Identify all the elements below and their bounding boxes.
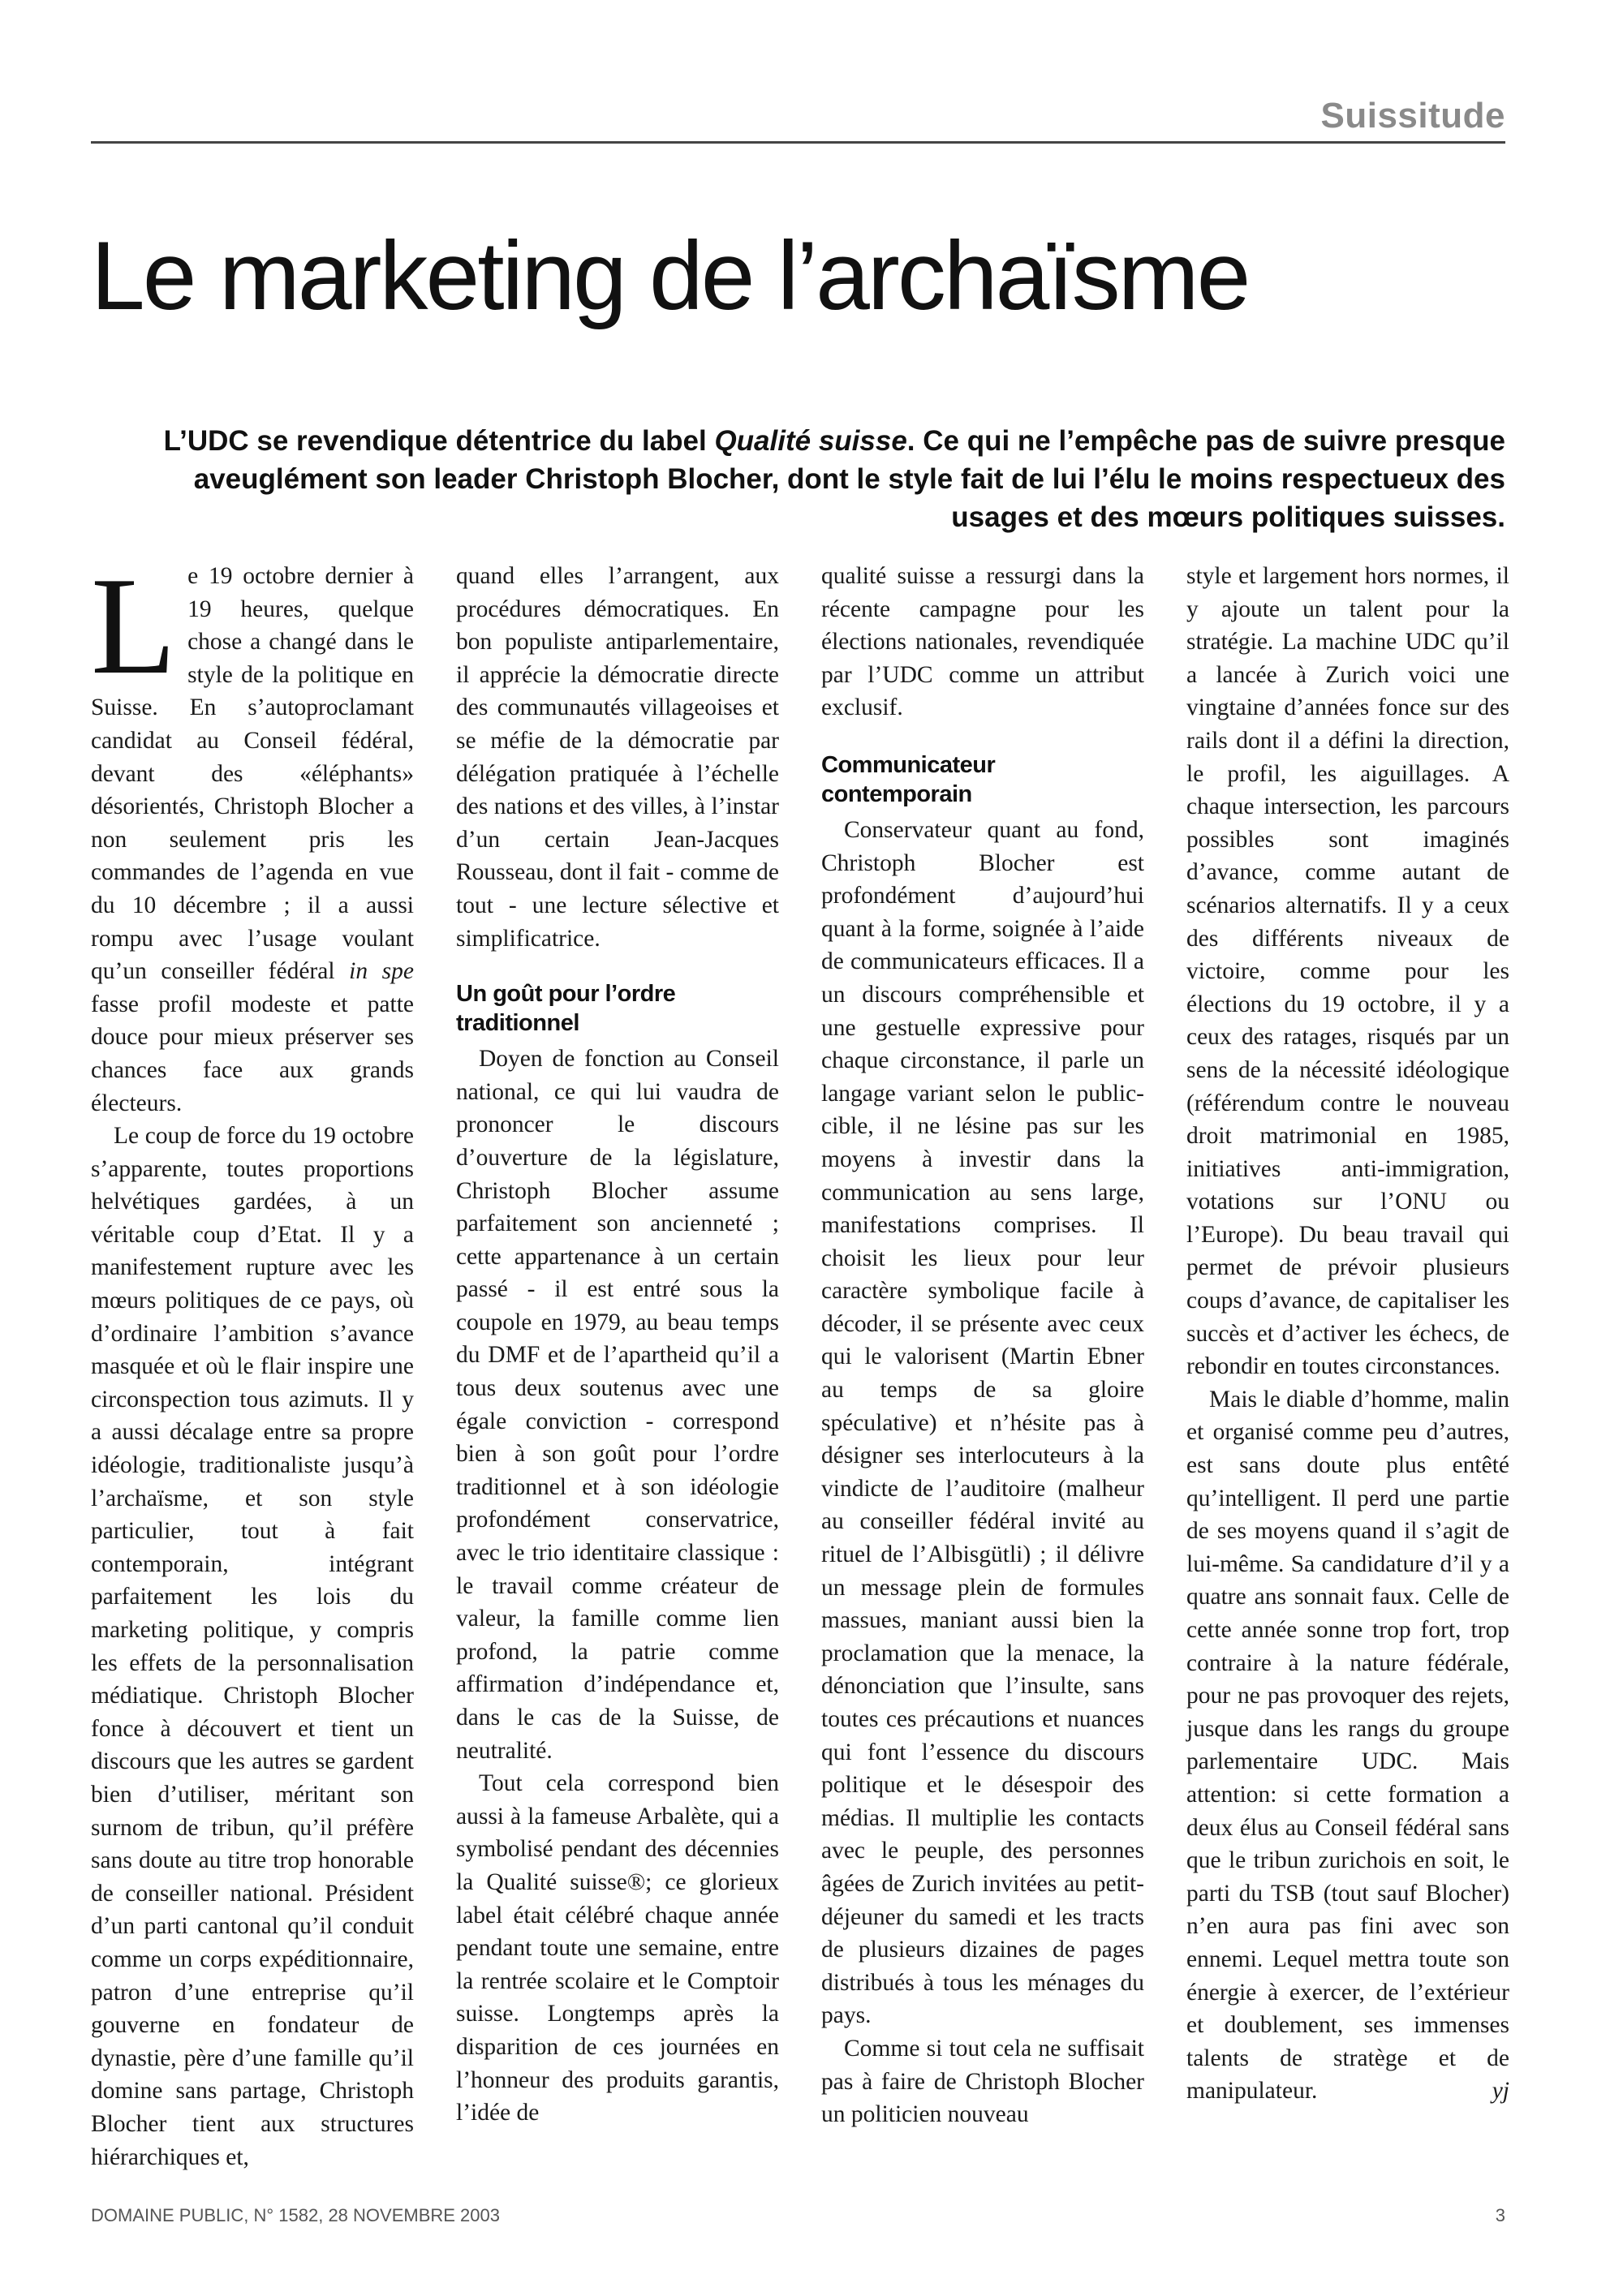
lead-text-end: . Ce qui ne l’empêche pas de suivre presque aveuglément son leader Christoph Blocher, dont le style fait de lui l’élu le moins respectueux des usages et des mœurs politiques suisses. bbox=[193, 425, 1505, 533]
publication-info: DOMAINE PUBLIC, N° 1582, 28 NOVEMBRE 2003 bbox=[91, 2205, 500, 2225]
paragraph-text: fasse profil modeste et patte douce pour mieux préserver ses chances face aux grands électeurs. bbox=[91, 991, 414, 1116]
paragraph-text: e 19 octobre dernier à 19 heures, quelque chose a changé dans le style de la politique en Suisse. En s’autoproclamant candidat au Conseil fédéral, devant des «éléphants» désorientés, Christoph Blocher a non seulement pris les commandes de l’agenda en vue du 10 décembre ; il a aussi rompu avec l’usage voulant qu’un conseiller fédéral bbox=[91, 563, 414, 985]
column-4 bbox=[1186, 560, 1509, 2173]
header-rule bbox=[91, 141, 1505, 144]
drop-cap: L bbox=[91, 549, 177, 703]
article-body bbox=[91, 549, 1509, 2173]
section-rubric: Suissitude bbox=[1320, 96, 1505, 135]
article-title: Le marketing de l’archaïsme bbox=[91, 221, 1249, 330]
article-lead bbox=[162, 422, 1505, 536]
lead-label-italic: Qualité suisse bbox=[714, 425, 907, 457]
paragraph bbox=[1186, 1383, 1509, 2108]
page-footer bbox=[91, 2205, 1505, 2226]
column-3 bbox=[821, 560, 1144, 2173]
lead-text-start: L’UDC se revendique détentrice du label bbox=[163, 425, 715, 457]
column-2 bbox=[456, 560, 779, 2173]
author-signature: yj bbox=[1492, 2078, 1509, 2105]
paragraph: Conservateur quant au fond, Christoph Blocher est profondément d’aujourd’hui quant à la forme, soignée à l’aide de communicateurs efficaces. Il a un discours compréhensible et une gestuelle expressive pour chaque circonstance, il parle un langage variant selon le public-cible, il ne lésine pas sur les moyens à investir dans la communication au sens large, manifestations comprises. Il choisit les lieux pour leur caractère symbolique facile à décoder, il se présente avec ceux qui le valorisent (Martin Ebner au temps de sa gloire spéculative) et n’hésite pas à désigner ses interlocuteurs à la vindicte de l’auditoire (malheur au conseiller fédéral invité au rituel de l’Albisgütli) ; il délivre un message plein de formules massues, maniant aussi bien la proclamation que la menace, la dénonciation que l’insulte, sans toutes ces précautions et nuances qui font l’essence du discours politique et le désespoir des médias. Il multiplie les contacts avec le peuple, des personnes âgées de Zurich invitées au petit-déjeuner du samedi et les tracts de plusieurs dizaines de pages distribués à tous les ménages du pays. bbox=[821, 816, 1144, 2029]
paragraph: style et largement hors normes, il y ajoute un talent pour la stratégie. La machine UDC qu’il a lancée à Zurich voici une vingtaine d’années fonce sur des rails dont il a défini la direction, le profil, les aiguillages. A chaque intersection, les parcours possibles sont imaginés d’avance, comme autant de scénarios alternatifs. Il y a ceux des différents niveaux de victoire, comme pour les élections du 19 octobre, il y a ceux des ratages, risqués par un sens de la nécessité idéologique (référendum contre le nouveau droit matrimonial en 1985, initiatives anti-immigration, votations sur l’ONU ou l’Europe). Du beau travail qui permet de prévoir plusieurs coups d’avance, de capitaliser les succès et d’activer les échecs, de rebondir en toutes circonstances. bbox=[1186, 563, 1509, 1380]
paragraph: Doyen de fonction au Conseil national, ce qui lui vaudra de prononcer le discours d’ouverture de la législature, Christoph Blocher assume parfaitement son ancienneté ; cette appartenance à un certain passé - il est entré sous la coupole en 1979, au beau temps du DMF et de l’apartheid qu’il a tous deux soutenus avec une égale conviction - correspond bien à son goût pour l’ordre traditionnel et à son idéologie profondément conservatrice, avec le trio identitaire classique : le travail comme créateur de valeur, la famille comme lien profond, la patrie comme affirmation d’indépendance et, dans le cas de la Suisse, de neutralité. bbox=[456, 1046, 779, 1764]
column-1 bbox=[91, 549, 414, 2173]
paragraph: qualité suisse a ressurgi dans la récente campagne pour les élections nationales, revendiquée par l’UDC comme un attribut exclusif. bbox=[821, 563, 1144, 721]
paragraph-text: Mais le diable d’homme, malin et organisé comme peu d’autres, est sans doute plus entêté qu’intelligent. Il perd une partie de ses moyens quand il s’agit de lui-même. Sa candidature d’il y a quatre ans sonnait faux. Celle de cette année sonne trop fort, trop contraire à la nature fédérale, pour ne pas provoquer des rejets, jusque dans les rangs du groupe parlementaire UDC. Mais attention: si cette formation a deux élus au Conseil fédéral sans que le tribun zurichois en soit, le parti du TSB (tout sauf Blocher) n’en aura pas fini avec son ennemi. Lequel mettra toute son énergie à exercer, de l’extérieur et doublement, ses immenses talents de stratège et de manipulateur. bbox=[1186, 1386, 1509, 2105]
paragraph: quand elles l’arrangent, aux procédures démocratiques. En bon populiste antiparlementaire, il apprécie la démocratie directe des communautés villageoises et se méfie de la démocratie par délégation pratiquée à l’échelle des nations et des villes, à l’instar d’un certain Jean-Jacques Rousseau, dont il fait - comme de tout - une lecture sélective et simplificatrice. bbox=[456, 563, 779, 952]
page-number: 3 bbox=[1495, 2205, 1505, 2225]
paragraph: Le coup de force du 19 octobre s’apparente, toutes proportions helvétiques gardées, à un véritable coup d’Etat. Il y a manifestement rupture avec les mœurs politiques de ce pays, où d’ordinaire l’ambition s’avance masquée et où le flair inspire une circonspection tous azimuts. Il y a aussi décalage entre sa propre idéologie, traditionaliste jusqu’à l’archaïsme, et son style particulier, tout à fait contemporain, intégrant parfaitement les lois du marketing politique, y compris les effets de la personnalisation médiatique. Christoph Blocher fonce à découvert et tient un discours que les autres se gardent bien d’utiliser, méritant son surnom de tribun, qu’il préfère sans doute au titre trop honorable de conseiller national. Président d’un parti cantonal qu’il conduit comme un corps expéditionnaire, patron d’une entreprise qu’il gouverne en fondateur de dynastie, père d’une famille qu’il domine sans partage, Christoph Blocher tient aux structures hiérarchiques et, bbox=[91, 1123, 414, 2170]
paragraph bbox=[91, 549, 414, 1120]
paragraph: Comme si tout cela ne suffisait pas à faire de Christoph Blocher un politicien nouveau bbox=[821, 2035, 1144, 2128]
subheading: Un goût pour l’ordre traditionnel bbox=[456, 981, 676, 1037]
italic-term: in spe bbox=[349, 958, 414, 985]
paragraph: Tout cela correspond bien aussi à la fameuse Arbalète, qui a symbolisé pendant des décennies la Qualité suisse®; ce glorieux label était célébré chaque année pendant toute une semaine, entre la rentrée scolaire et le Comptoir suisse. Longtemps après la disparition de ces journées en l’honneur des produits garantis, l’idée de bbox=[456, 1770, 779, 2126]
subheading: Communicateur contemporain bbox=[821, 751, 996, 807]
